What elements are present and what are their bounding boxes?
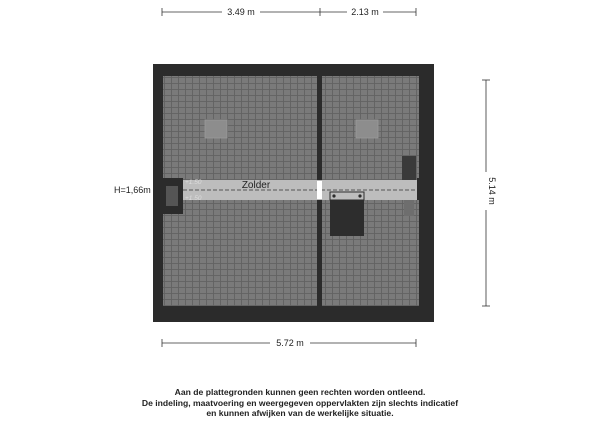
skylight-left (205, 120, 227, 138)
ridge-marker (317, 181, 322, 199)
dimension-right (480, 80, 497, 306)
disclaimer (0, 387, 600, 419)
dimension-top-right-label: 2.13 m (351, 7, 379, 17)
disclaimer-line-2: De indeling, maatvoering en weergegeven oppervlakten zijn slechts indicatief (141, 397, 459, 408)
height-label: H=1,66m (114, 185, 151, 195)
dimension-bottom-label: 5.72 m (276, 338, 304, 348)
dimension-bottom (162, 337, 416, 349)
disclaimer-line-1: Aan de plattegronden kunnen geen rechten worden ontleend. (174, 387, 426, 397)
disclaimer-line-3: en kunnen afwijken van de werkelijke situatie. (206, 408, 394, 418)
vent (404, 200, 414, 216)
right-wall-notch (417, 178, 431, 200)
dimension-top-left-label: 3.49 m (227, 7, 255, 17)
level-label-bottom: +1.50 (185, 195, 202, 202)
level-label-top: +1.50 (185, 179, 202, 186)
left-niche (166, 186, 178, 206)
room-label-zolder: Zolder (241, 180, 271, 191)
dimension-right-label: 5.14 m (487, 177, 497, 205)
dimension-top (162, 6, 416, 18)
chimney (402, 156, 416, 180)
skylight-right (356, 120, 378, 138)
